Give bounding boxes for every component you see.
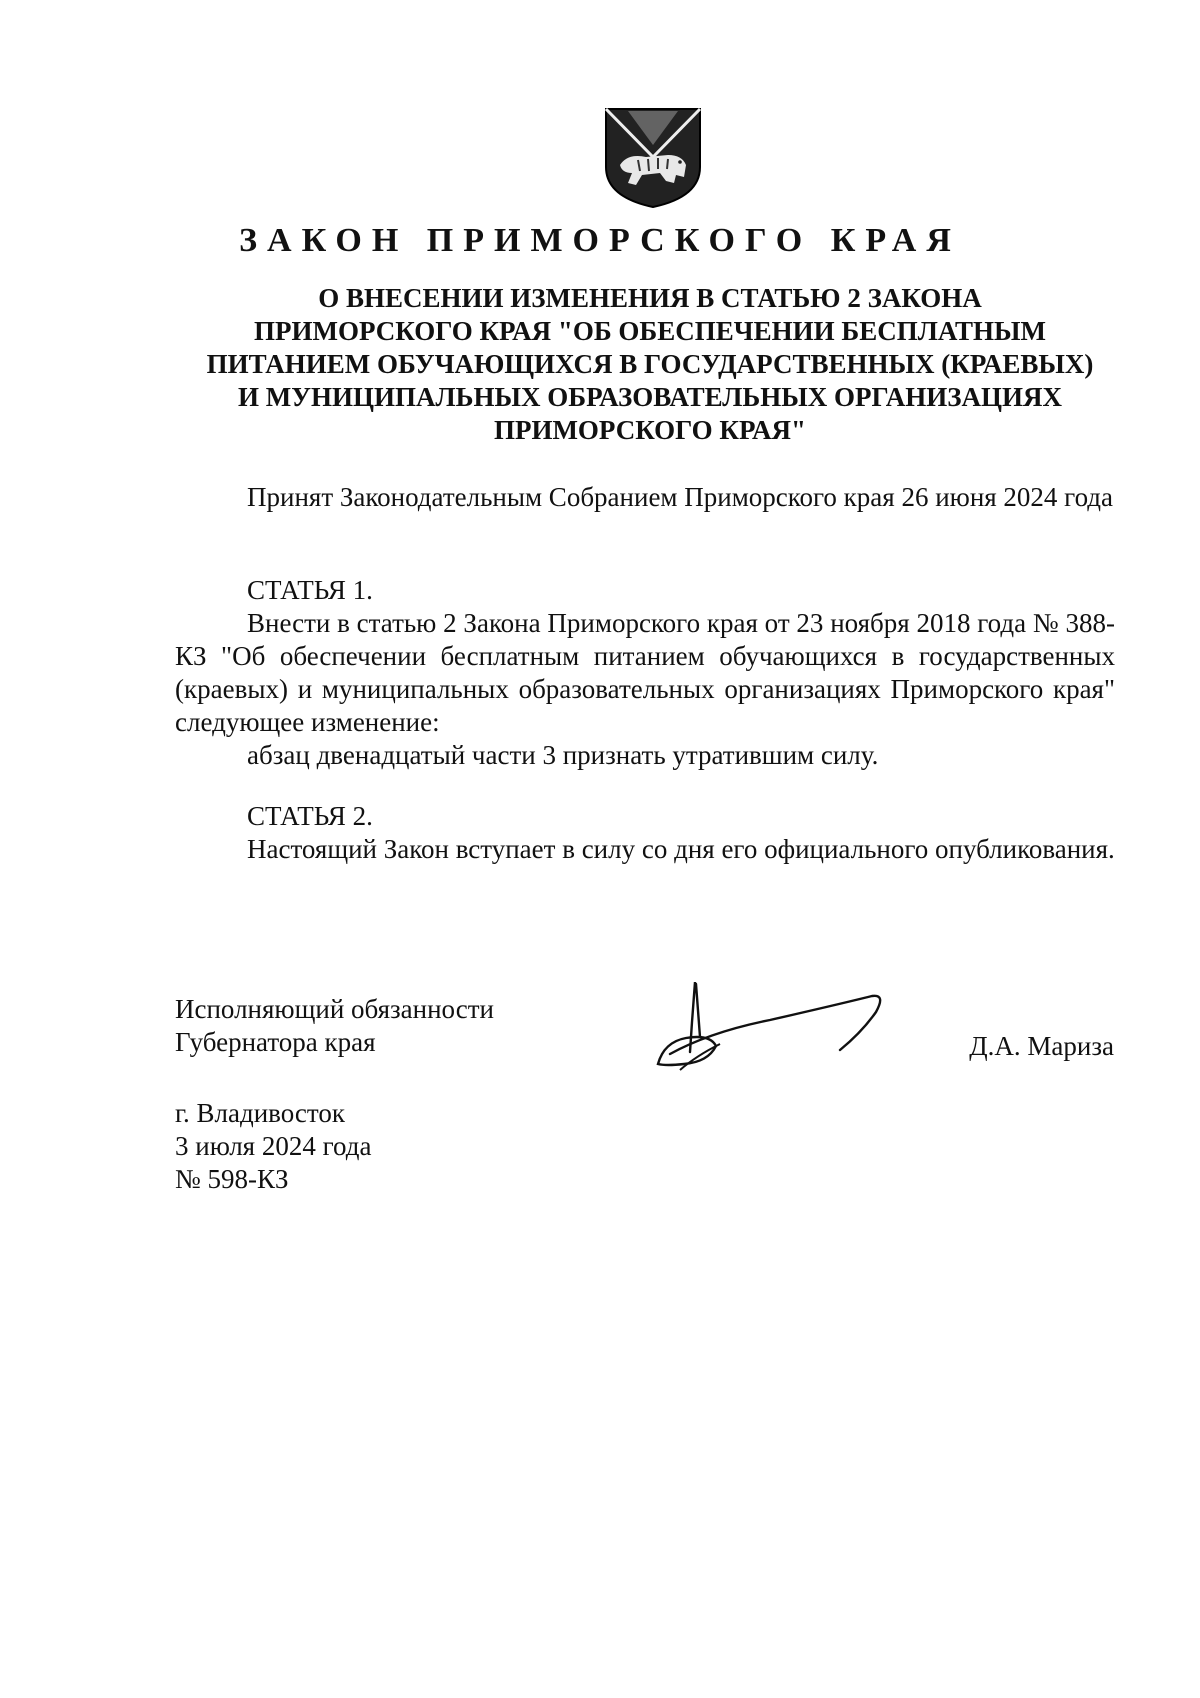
signatory-position <box>175 993 494 1059</box>
adoption-statement: Принят Законодательным Собранием Приморского края 26 июня 2024 года <box>247 482 1114 512</box>
article-1-clause: абзац двенадцатый части 3 признать утратившим силу. <box>247 740 879 770</box>
law-subtitle <box>170 282 1130 447</box>
law-title: ЗАКОН ПРИМОРСКОГО КРАЯ <box>239 222 961 259</box>
law-number: № 598-КЗ <box>175 1164 289 1194</box>
signatory-name: Д.А. Мариза <box>969 1031 1114 1061</box>
signatory-position-line: Губернатора края <box>175 1027 376 1057</box>
signing-date: 3 июля 2024 года <box>175 1131 372 1161</box>
article-1-text: Внести в статью 2 Закона Приморского края от 23 ноября 2018 года № 388-КЗ "Об обеспечении бесплатным питанием обучающихся в государственных (краевых) и муниципальных образовательных организациях Приморского края" следующее изменение: <box>175 608 1115 737</box>
signatory-position-line: Исполняющий обязанности <box>175 994 494 1024</box>
subtitle-line: ПИТАНИЕМ ОБУЧАЮЩИХСЯ В ГОСУДАРСТВЕННЫХ (КРАЕВЫХ) <box>206 349 1094 379</box>
coat-of-arms-emblem <box>598 105 708 210</box>
subtitle-line: О ВНЕСЕНИИ ИЗМЕНЕНИЯ В СТАТЬЮ 2 ЗАКОНА <box>318 283 982 313</box>
article-2-heading: СТАТЬЯ 2. <box>247 801 373 831</box>
subtitle-line: И МУНИЦИПАЛЬНЫХ ОБРАЗОВАТЕЛЬНЫХ ОРГАНИЗАЦИЯХ <box>237 382 1063 412</box>
article-1-heading: СТАТЬЯ 1. <box>247 575 373 605</box>
city: г. Владивосток <box>175 1098 345 1128</box>
article-2-text: Настоящий Закон вступает в силу со дня его официального опубликования. <box>247 834 1115 864</box>
subtitle-line: ПРИМОРСКОГО КРАЯ "ОБ ОБЕСПЕЧЕНИИ БЕСПЛАТНЫМ <box>254 316 1046 346</box>
place-date-number <box>175 1097 371 1196</box>
handwritten-signature <box>650 982 900 1072</box>
subtitle-line: ПРИМОРСКОГО КРАЯ" <box>493 415 807 445</box>
